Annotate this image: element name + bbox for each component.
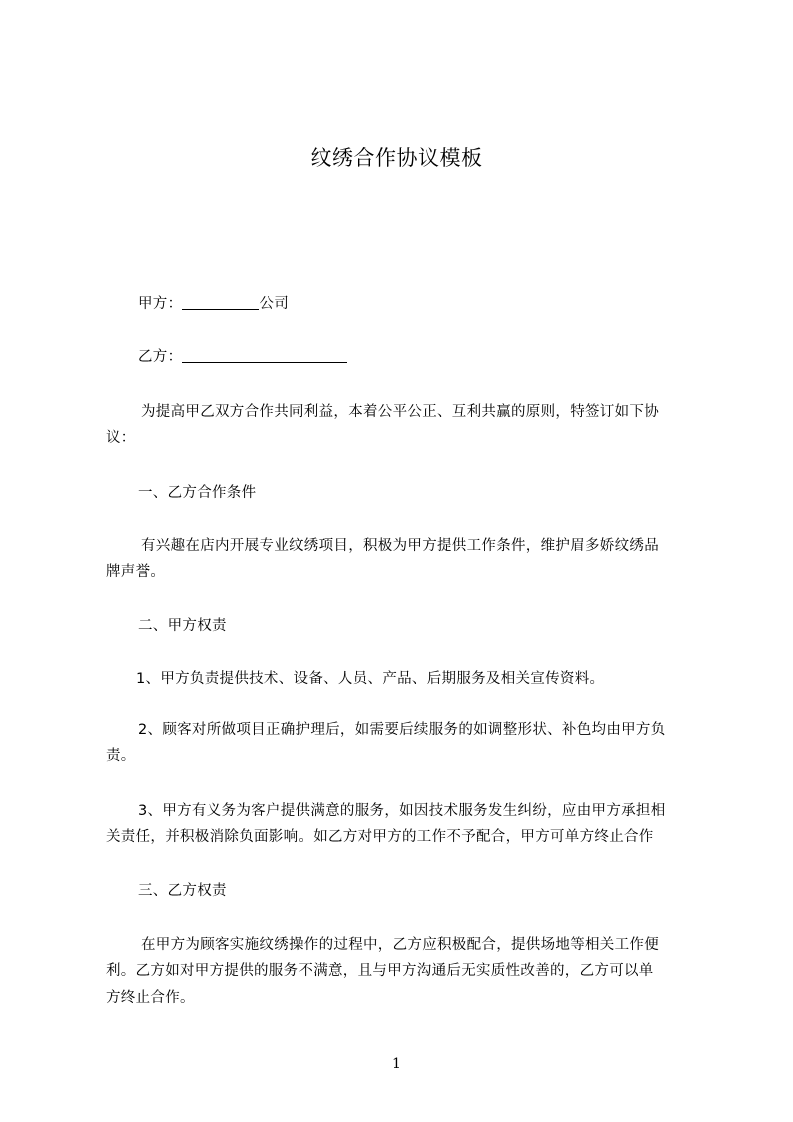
party-a-blank bbox=[182, 295, 259, 310]
intro-line-2: 议： bbox=[106, 430, 136, 446]
section-2-item-3-line-2: 关责任，并积极消除负面影响。如乙方对甲方的工作不予配合，甲方可单方终止合作 bbox=[106, 829, 654, 845]
section-2-item-2-line-2: 责。 bbox=[106, 748, 136, 764]
section-2-heading: 二、甲方权责 bbox=[138, 618, 227, 634]
section-1-line-1: 有兴趣在店内开展专业纹绣项目，积极为甲方提供工作条件，维护眉多娇纹绣品 bbox=[141, 538, 659, 554]
party-b-line bbox=[138, 345, 347, 366]
section-1-heading: 一、乙方合作条件 bbox=[138, 485, 257, 501]
page-number: 1 bbox=[392, 1056, 401, 1072]
section-2-item-2-line-1: 2、顾客对所做项目正确护理后，如需要后续服务的如调整形状、补色均由甲方负 bbox=[138, 722, 666, 738]
section-3-line-2: 利。乙方如对甲方提供的服务不满意，且与甲方沟通后无实质性改善的，乙方可以单 bbox=[106, 963, 654, 979]
intro-line-1: 为提高甲乙双方合作共同利益，本着公平公正、互利共赢的原则，特签订如下协 bbox=[141, 404, 659, 420]
party-a-suffix: 公司 bbox=[259, 296, 290, 312]
section-3-line-3: 方终止合作。 bbox=[106, 990, 195, 1006]
section-3-heading: 三、乙方权责 bbox=[138, 883, 227, 899]
party-b-blank bbox=[182, 348, 347, 363]
party-a-line bbox=[138, 292, 289, 313]
party-a-label: 甲方： bbox=[138, 296, 183, 312]
section-3-line-1: 在甲方为顾客实施纹绣操作的过程中，乙方应积极配合，提供场地等相关工作便 bbox=[141, 937, 659, 953]
document-title: 纹绣合作协议模板 bbox=[310, 146, 483, 170]
section-1-line-2: 牌声誉。 bbox=[106, 564, 166, 580]
party-b-label: 乙方： bbox=[138, 349, 183, 365]
section-2-item-1: 1、甲方负责提供技术、设备、人员、产品、后期服务及相关宣传资料。 bbox=[136, 671, 605, 687]
section-2-item-3-line-1: 3、甲方有义务为客户提供满意的服务，如因技术服务发生纠纷，应由甲方承担相 bbox=[138, 803, 666, 819]
